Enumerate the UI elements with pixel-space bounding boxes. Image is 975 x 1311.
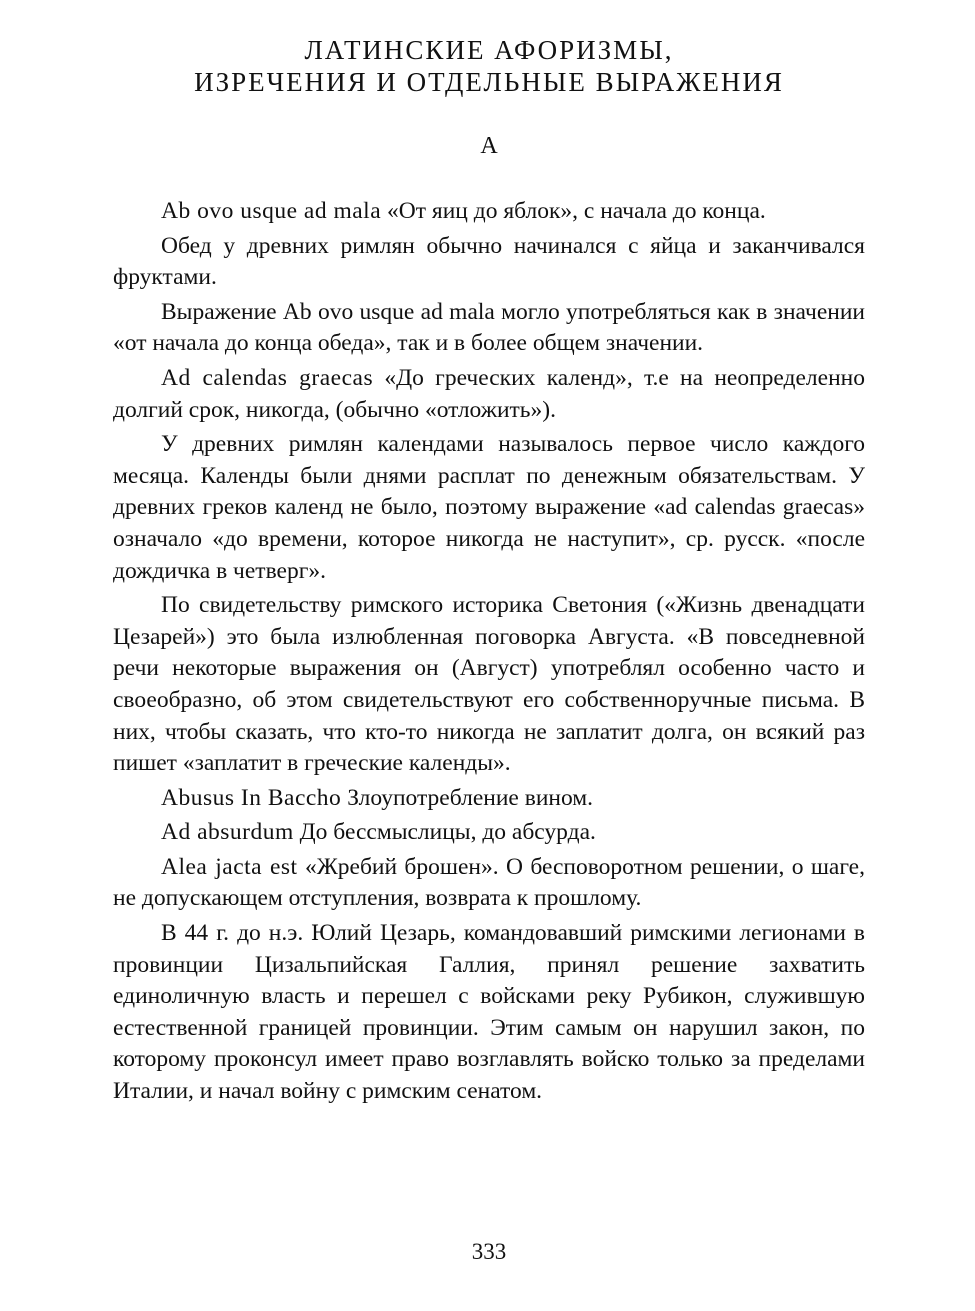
entry-alea-jacta-est bbox=[113, 852, 865, 915]
section-letter: А bbox=[480, 133, 498, 159]
entry-definition: Злоупотребление вином. bbox=[341, 784, 594, 811]
chapter-heading-line-1: ЛАТИНСКИЕ АФОРИЗМЫ, bbox=[304, 35, 674, 65]
paragraph: В 44 г. до н.э. Юлий Цезарь, командовавший римскими легионами в провинции Цизальпийская Галлия, принял решение захватить единоличную власть и перешел с войсками реку Рубикон, служившую естественной границей провинции. Этим самым он нарушил закон, по которому проконсул имеет право возглавлять войско только за пределами Италии, и начал войну с римским сенатом. bbox=[113, 920, 865, 1105]
chapter-heading-line-2: ИЗРЕЧЕНИЯ И ОТДЕЛЬНЫЕ ВЫРАЖЕНИЯ bbox=[194, 67, 784, 97]
page-number: 333 bbox=[471, 1239, 507, 1264]
paragraph: Выражение Ab ovo usque ad mala могло употребляться как в значении «от начала до конца обеда», так и в более общем значении. bbox=[113, 298, 865, 357]
chapter-heading bbox=[113, 34, 865, 98]
entry-definition: «От яиц до яблок», с начала до конца. bbox=[381, 198, 766, 224]
entry-term: Abusus In Baccho bbox=[161, 784, 342, 811]
entry-term: Ad calendas graecas bbox=[161, 364, 374, 391]
entry-term: Ab ovo usque ad mala bbox=[161, 198, 382, 224]
entry-abusus bbox=[113, 783, 865, 815]
entry-term: Ad absurdum bbox=[161, 819, 294, 846]
entry-ad-absurdum bbox=[113, 817, 865, 849]
entry-definition: «Жребий брошен». О бесповоротном решении, о шаге, не допускающем отступления, возврата к прошлому. bbox=[113, 853, 865, 912]
paragraph: По свидетельству римского историка Светония («Жизнь двенадцати Цезарей») это была излюбленная поговорка Августа. «В повседневной речи некоторые выражения он (Август) употреблял особенно часто и своеобразно, об этом свидетельствуют его собственноручные письма. В них, чтобы сказать, что кто-то никогда не заплатит долга, он всякий раз пишет «заплатит в греческие календы». bbox=[113, 592, 865, 777]
entry-ad-calendas bbox=[113, 363, 865, 426]
paragraph: Обед у древних римлян обычно начинался с яйца и заканчивался фруктами. bbox=[113, 232, 865, 291]
entry-ab-ovo bbox=[113, 196, 865, 228]
entry-definition: До бессмыслицы, до абсурда. bbox=[293, 819, 596, 846]
entry-term: Alea jacta est bbox=[161, 853, 298, 880]
paragraph: У древних римлян календами называлось первое число каждого месяца. Календы были днями расплат по денежным обязательствам. У древних греков календ не было, поэтому выражение «ad calendas graecas» означало «до времени, которое никогда не наступит», ср. русск. «после дождичка в четверг». bbox=[113, 431, 865, 584]
entry-definition: «До греческих календ», т.е на неопределенно долгий срок, никогда, (обычно «отложить»). bbox=[113, 364, 865, 423]
page-body bbox=[113, 196, 865, 1111]
